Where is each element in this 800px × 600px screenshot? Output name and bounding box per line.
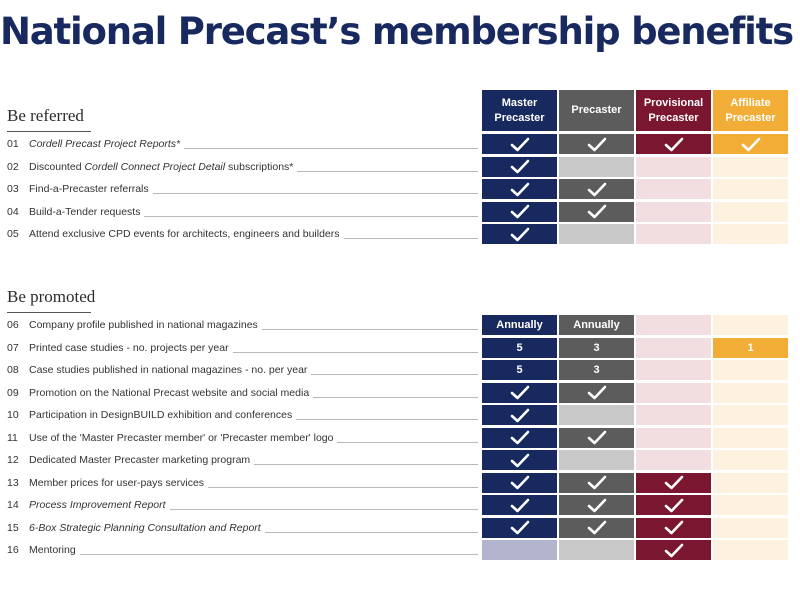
row-number: 08	[7, 364, 19, 376]
empty-cell	[559, 157, 634, 177]
check-icon	[559, 202, 634, 222]
row-label: Case studies published in national magazines - no. per year	[29, 364, 308, 376]
cell-value: Annually	[559, 315, 634, 335]
benefit-row	[7, 450, 478, 470]
section-underline	[7, 131, 91, 132]
empty-cell	[713, 315, 788, 335]
row-number: 13	[7, 476, 19, 489]
row-label: Participation in DesignBUILD exhibition and conferences	[29, 409, 293, 421]
benefit-row	[7, 360, 478, 380]
leader-line	[254, 464, 478, 465]
empty-cell	[636, 405, 711, 425]
row-label: 6-Box Strategic Planning Consultation and Report	[29, 521, 261, 534]
row-number: 14	[7, 499, 19, 511]
empty-cell	[636, 428, 711, 448]
leader-line	[313, 397, 478, 398]
check-icon	[482, 473, 557, 493]
cell-value: 5	[482, 360, 557, 380]
row-number: 03	[7, 183, 19, 195]
row-label: Mentoring	[29, 544, 76, 556]
cell-value: 5	[482, 338, 557, 358]
leader-line	[153, 193, 478, 194]
row-label: Process Improvement Report	[29, 499, 166, 511]
column-header-provisional-precaster: Provisional Precaster	[636, 90, 711, 131]
row-label: Promotion on the National Precast website and social media	[29, 386, 310, 399]
check-icon	[636, 134, 711, 154]
empty-cell	[482, 540, 557, 560]
empty-cell	[636, 202, 711, 222]
row-number: 16	[7, 544, 19, 556]
empty-cell	[713, 179, 788, 199]
leader-line	[144, 216, 478, 217]
check-icon	[482, 134, 557, 154]
check-icon	[713, 134, 788, 154]
benefit-row	[7, 495, 478, 515]
check-icon	[482, 202, 557, 222]
check-icon	[559, 134, 634, 154]
row-number: 05	[7, 228, 19, 240]
row-number: 11	[7, 431, 18, 444]
leader-line	[265, 532, 478, 533]
page-title: National Precast’s membership benefits	[0, 10, 793, 53]
empty-cell	[636, 360, 711, 380]
section-underline	[7, 312, 91, 313]
empty-cell	[636, 315, 711, 335]
benefit-row	[7, 338, 478, 358]
check-icon	[482, 383, 557, 403]
check-icon	[482, 224, 557, 244]
check-icon	[559, 428, 634, 448]
cell-value: 3	[559, 360, 634, 380]
benefit-row	[7, 202, 478, 222]
empty-cell	[713, 540, 788, 560]
empty-cell	[713, 495, 788, 515]
row-label: Find-a-Precaster referrals	[29, 183, 149, 195]
empty-cell	[713, 518, 788, 538]
row-label: Printed case studies - no. projects per year	[29, 341, 229, 354]
empty-cell	[713, 224, 788, 244]
empty-cell	[713, 157, 788, 177]
leader-line	[296, 419, 478, 420]
column-header-precaster: Precaster	[559, 90, 634, 131]
check-icon	[636, 495, 711, 515]
row-label: Cordell Precast Project Reports*	[29, 138, 181, 150]
check-icon	[559, 383, 634, 403]
leader-line	[208, 487, 478, 488]
row-number: 15	[7, 521, 19, 534]
leader-line	[297, 171, 478, 172]
check-icon	[559, 518, 634, 538]
check-icon	[559, 179, 634, 199]
empty-cell	[713, 383, 788, 403]
row-label: Discounted Cordell Connect Project Detail subscriptions*	[29, 160, 294, 173]
leader-line	[344, 238, 479, 239]
column-header-master-precaster: Master Precaster	[482, 90, 557, 131]
leader-line	[337, 442, 478, 443]
check-icon	[482, 495, 557, 515]
row-number: 04	[7, 205, 19, 218]
section-title: Be referred	[7, 106, 84, 125]
cell-value: 3	[559, 338, 634, 358]
leader-line	[311, 374, 478, 375]
row-number: 12	[7, 454, 19, 466]
benefit-row	[7, 473, 478, 493]
empty-cell	[713, 473, 788, 493]
cell-value: Annually	[482, 315, 557, 335]
empty-cell	[559, 450, 634, 470]
check-icon	[636, 540, 711, 560]
empty-cell	[559, 540, 634, 560]
benefit-row	[7, 518, 478, 538]
row-label: Member prices for user-pays services	[29, 476, 205, 489]
row-label: Build-a-Tender requests	[29, 205, 141, 218]
row-number: 09	[7, 386, 19, 399]
check-icon	[482, 518, 557, 538]
row-number: 06	[7, 319, 19, 331]
leader-line	[80, 554, 478, 555]
cell-value: 1	[713, 338, 788, 358]
benefit-row	[7, 157, 478, 177]
check-icon	[559, 473, 634, 493]
check-icon	[482, 405, 557, 425]
benefit-row	[7, 179, 478, 199]
benefit-row	[7, 540, 478, 560]
row-label: Dedicated Master Precaster marketing program	[29, 454, 251, 466]
empty-cell	[713, 450, 788, 470]
benefit-row	[7, 134, 478, 154]
empty-cell	[713, 202, 788, 222]
check-icon	[482, 450, 557, 470]
empty-cell	[713, 428, 788, 448]
row-number: 01	[7, 138, 19, 150]
benefit-row	[7, 383, 478, 403]
empty-cell	[636, 338, 711, 358]
leader-line	[233, 352, 478, 353]
section-title: Be promoted	[7, 287, 96, 306]
empty-cell	[559, 224, 634, 244]
row-label: Company profile published in national magazines	[29, 319, 258, 331]
check-icon	[482, 428, 557, 448]
empty-cell	[636, 383, 711, 403]
empty-cell	[636, 179, 711, 199]
row-number: 10	[7, 409, 19, 421]
benefit-row	[7, 405, 478, 425]
row-number: 07	[7, 341, 19, 354]
benefit-row	[7, 315, 478, 335]
empty-cell	[636, 157, 711, 177]
check-icon	[559, 495, 634, 515]
empty-cell	[636, 224, 711, 244]
empty-cell	[559, 405, 634, 425]
row-label: Attend exclusive CPD events for architects, engineers and builders	[29, 228, 340, 240]
check-icon	[636, 473, 711, 493]
leader-line	[184, 148, 478, 149]
column-header-affiliate-precaster: Affiliate Precaster	[713, 90, 788, 131]
benefit-row	[7, 224, 478, 244]
leader-line	[170, 509, 478, 510]
empty-cell	[713, 405, 788, 425]
leader-line	[262, 329, 478, 330]
empty-cell	[713, 360, 788, 380]
check-icon	[636, 518, 711, 538]
check-icon	[482, 179, 557, 199]
row-number: 02	[7, 160, 19, 173]
empty-cell	[636, 450, 711, 470]
benefit-row	[7, 428, 478, 448]
check-icon	[482, 157, 557, 177]
row-label: Use of the 'Master Precaster member' or 'Precaster member' logo	[29, 431, 334, 444]
